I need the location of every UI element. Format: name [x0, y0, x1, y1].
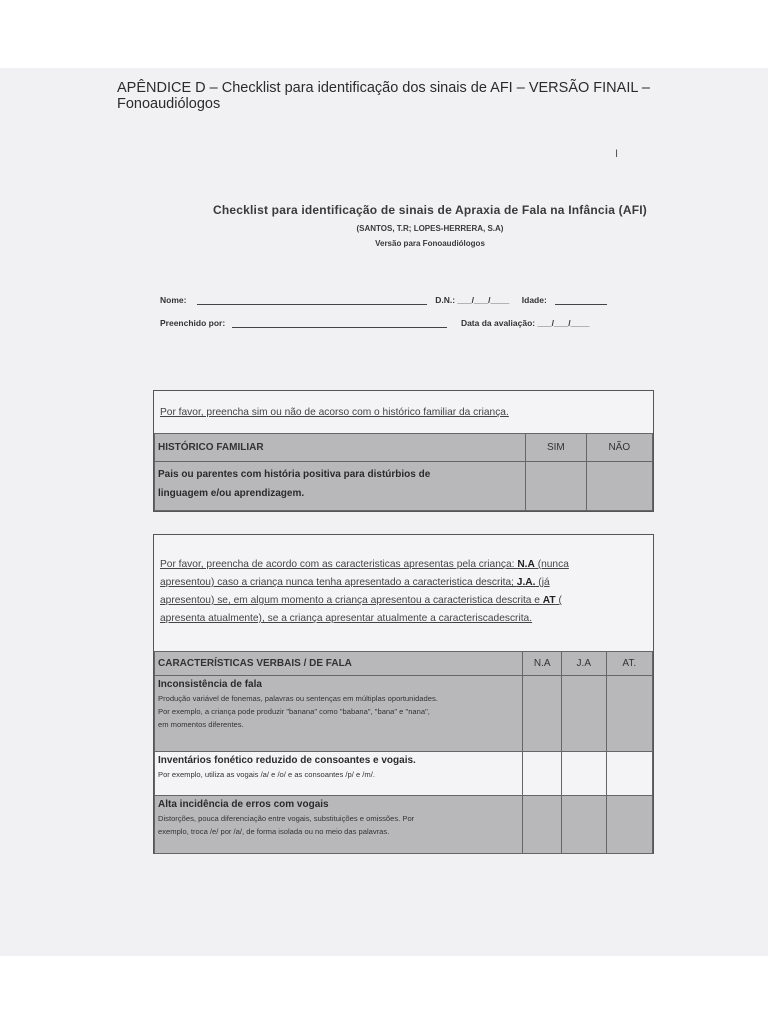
authors: (SANTOS, T.R; LOPES-HERRERA, S.A)	[356, 224, 504, 233]
family-history-row-line-1: Pais ou parentes com história positiva para distúrbios de	[158, 469, 431, 480]
na-checkbox-cell[interactable]	[523, 676, 562, 752]
at-checkbox-cell[interactable]	[606, 676, 652, 752]
na-checkbox-cell[interactable]	[523, 752, 562, 796]
dn-label: D.N.: ___/___/____	[435, 295, 510, 305]
speech-characteristics-table	[154, 651, 653, 854]
family-history-instruction: Por favor, preencha sim ou não de acorso com o histórico familiar da criança.	[160, 407, 509, 418]
item-desc-line: Distorções, pouca diferenciação entre vogais, substituições e omissões. Por	[158, 814, 415, 823]
appendix-line-1: APÊNDICE D – Checklist para identificação dos sinais de AFI – VERSÃO FINAIL –	[117, 80, 650, 96]
item-desc-line: exemplo, troca /e/ por /a/, de forma isolada ou no meio das palavras.	[158, 827, 390, 836]
item-desc-line: em momentos diferentes.	[158, 720, 244, 729]
speech-header: CARACTERÍSTICAS VERBAIS / DE FALA	[155, 652, 523, 676]
col-sim: SIM	[526, 434, 586, 462]
item-description	[158, 692, 519, 731]
title-block	[150, 203, 710, 248]
item-description	[158, 812, 519, 838]
page-mark: I	[615, 148, 619, 160]
field-row-preenchido	[160, 318, 589, 328]
instr-3b: (	[555, 595, 562, 606]
speech-item-row	[155, 676, 523, 752]
item-description	[158, 768, 519, 781]
speech-instruction-line-3	[160, 592, 569, 610]
instr-ja: J.A.	[516, 577, 536, 588]
col-nao: NÃO	[586, 434, 652, 462]
family-history-row-line-2: linguagem e/ou aprendizagem.	[158, 488, 305, 499]
ja-checkbox-cell[interactable]	[562, 796, 607, 854]
item-title: Inventários fonético reduzido de consoantes e vogais.	[158, 755, 416, 766]
at-checkbox-cell[interactable]	[606, 752, 652, 796]
nome-label: Nome:	[160, 295, 187, 305]
col-na: N.A	[523, 652, 562, 676]
version-label: Versão para Fonoaudiólogos	[375, 239, 485, 248]
preenchido-field[interactable]	[232, 318, 447, 328]
idade-field[interactable]	[555, 295, 607, 305]
ja-checkbox-cell[interactable]	[562, 676, 607, 752]
speech-instruction-line-4: apresenta atualmente), se a criança apresentar atualmente a caracteriscadescrita.	[160, 613, 533, 624]
instr-3a: apresentou) se, em algum momento a criança apresentou a caracteristica descrita e	[160, 595, 543, 606]
instr-na: N.A	[517, 559, 535, 570]
field-row-nome	[160, 295, 607, 305]
item-desc-line: Por exemplo, utiliza as vogais /a/ e /o/ e as consoantes /p/ e /m/.	[158, 770, 375, 779]
nome-field[interactable]	[197, 295, 427, 305]
speech-instruction-line-2	[160, 574, 569, 592]
item-desc-line: Produção variável de fonemas, palavras ou sentenças em múltiplas oportunidades.	[158, 694, 438, 703]
speech-item-row	[155, 752, 523, 796]
speech-instruction-line-1	[160, 556, 569, 574]
document-title: Checklist para identificação de sinais de Apraxia de Fala na Infância (AFI)	[212, 203, 648, 217]
item-title: Inconsistência de fala	[158, 679, 262, 690]
family-history-table	[154, 433, 653, 511]
speech-item-row	[155, 796, 523, 854]
instr-2a: apresentou) caso a criança nunca tenha apresentado a caracteristica descrita;	[160, 577, 517, 588]
col-at: AT.	[606, 652, 652, 676]
preenchido-label: Preenchido por:	[160, 318, 226, 328]
col-ja: J.A	[562, 652, 607, 676]
instr-1a: Por favor, preencha de acordo com as caracteristicas apresentas pela criança:	[160, 559, 518, 570]
at-checkbox-cell[interactable]	[606, 796, 652, 854]
ja-checkbox-cell[interactable]	[562, 752, 607, 796]
appendix-line-2: Fonoaudiólogos	[117, 96, 221, 112]
item-title: Alta incidência de erros com vogais	[158, 799, 329, 810]
family-history-header: HISTÓRICO FAMILIAR	[155, 434, 526, 462]
family-history-row	[155, 462, 526, 511]
instr-2b: (já	[535, 577, 550, 588]
nao-checkbox-cell[interactable]	[586, 462, 652, 511]
sim-checkbox-cell[interactable]	[526, 462, 586, 511]
instr-1b: (nunca	[534, 559, 569, 570]
na-checkbox-cell[interactable]	[523, 796, 562, 854]
appendix-heading	[117, 80, 717, 112]
speech-instruction	[160, 556, 569, 628]
data-avaliacao-label: Data da avaliação: ___/___/____	[460, 318, 590, 328]
instr-at: AT	[542, 595, 556, 606]
idade-label: Idade:	[521, 295, 547, 305]
item-desc-line: Por exemplo, a criança pode produzir "banana" como "babana", "bana" e "nana",	[158, 707, 430, 716]
